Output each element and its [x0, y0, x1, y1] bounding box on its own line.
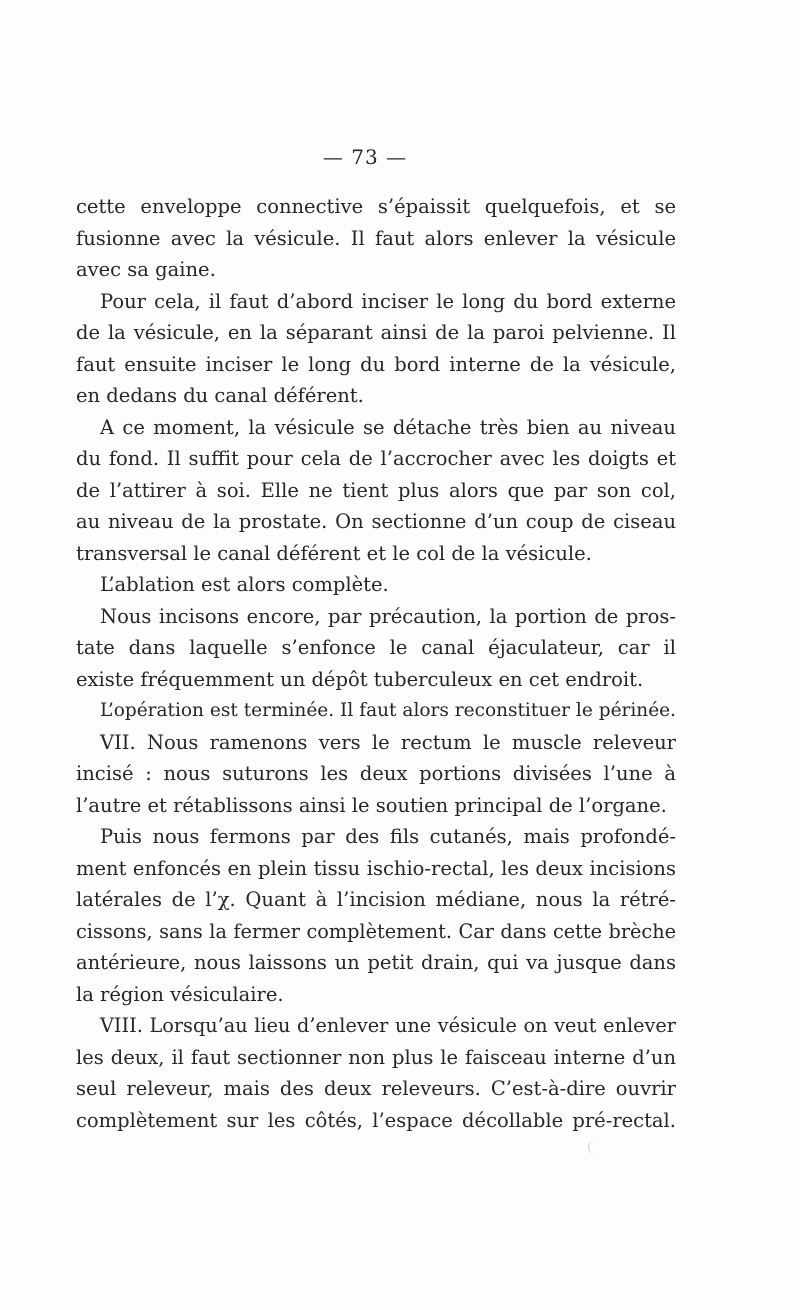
text-line: incisé : nous suturons les deux portions divisées l’une à: [76, 762, 676, 785]
text-line: du fond. Il suffit pour cela de l’accrocher avec les doigts et: [76, 447, 676, 470]
text-line: cette enveloppe connective s’épaissit quelquefois, et se: [76, 195, 676, 218]
text-line: de l’attirer à soi. Elle ne tient plus alors que par son col,: [76, 478, 676, 502]
text-line: faut ensuite inciser le long du bord interne de la vésicule,: [76, 352, 676, 376]
text-line: Nous incisons encore, par précaution, la portion de pros-: [100, 604, 676, 628]
text-line: Puis nous fermons par des fils cutanés, mais profondé-: [100, 825, 676, 848]
text-line: latérales de l’χ. Quant à l’incision médiane, nous la rétré-: [76, 888, 676, 911]
text-line: fusionne avec la vésicule. Il faut alors enlever la vésicule: [76, 226, 676, 250]
text-line: les deux, il faut sectionner non plus le faisceau interne d’un: [76, 1045, 676, 1069]
page-number: — 73 —: [322, 145, 408, 169]
text-line: VIII. Lorsqu’au lieu d’enlever une vésicule on veut enlever: [100, 1014, 676, 1037]
text-line: tate dans laquelle s’enfonce le canal éjaculateur, car il: [76, 636, 676, 659]
text-line: existe fréquemment un dépôt tuberculeux en cet endroit.: [76, 667, 644, 691]
text-line: VII. Nous ramenons vers le rectum le muscle releveur: [100, 730, 676, 754]
text-line: transversal le canal déférent et le col de la vésicule.: [76, 541, 592, 565]
text-line: en dedans du canal déférent.: [76, 384, 364, 407]
body-text: [76, 191, 676, 1136]
text-line: seul releveur, mais des deux releveurs. C’est-à-dire ouvrir: [76, 1077, 676, 1100]
text-line: avec sa gaine.: [76, 258, 216, 281]
text-line: cissons, sans la fermer complètement. Car dans cette brèche: [76, 919, 676, 943]
text-line: L’ablation est alors complète.: [100, 573, 389, 596]
text-line: Pour cela, il faut d’abord inciser le long du bord externe: [100, 289, 676, 313]
text-line: ment enfoncés en plein tissu ischio-rectal, les deux incisions: [76, 856, 676, 880]
text-line: de la vésicule, en la séparant ainsi de la paroi pelvienne. Il: [76, 321, 676, 344]
margin-mark: [588, 1140, 599, 1154]
text-line: antérieure, nous laissons un petit drain, qui va jusque dans: [76, 951, 676, 974]
text-line: L’opération est terminée. Il faut alors reconstituer le périnée.: [100, 700, 676, 721]
text-line: l’autre et rétablissons ainsi le soutien principal de l’organe.: [76, 793, 667, 817]
text-line: la région vésiculaire.: [76, 982, 284, 1006]
text-line: au niveau de la prostate. On sectionne d’un coup de ciseau: [76, 510, 676, 533]
text-line: A ce moment, la vésicule se détache très bien au niveau: [100, 415, 676, 439]
text-line: complètement sur les côtés, l’espace décollable pré-rectal.: [76, 1108, 676, 1132]
